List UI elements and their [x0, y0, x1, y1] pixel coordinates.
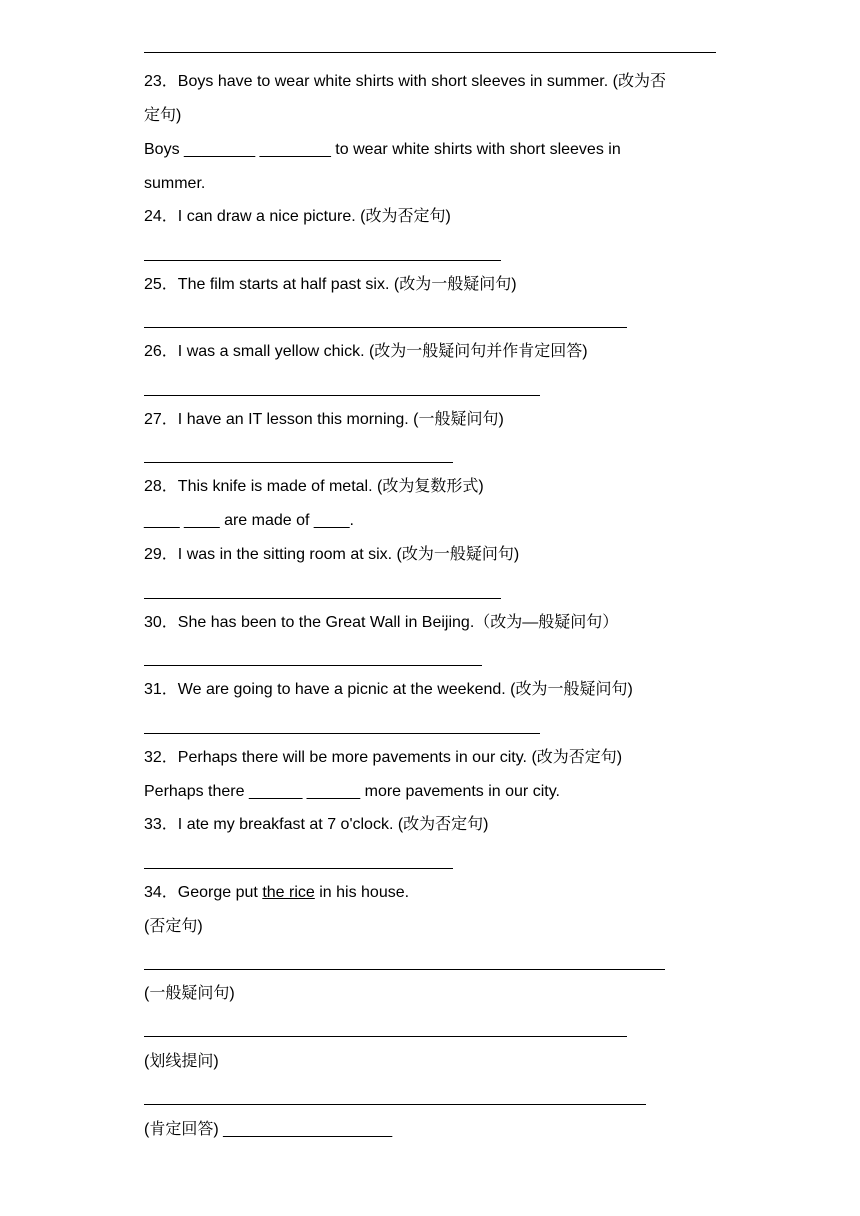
answer-line — [144, 598, 501, 599]
answer-line — [144, 1036, 627, 1037]
question-33-text: 33．I ate my breakfast at 7 o'clock. (改为否定句) — [144, 816, 489, 833]
answer-line — [144, 665, 482, 666]
answer-line — [144, 733, 540, 734]
answer-line — [144, 327, 627, 328]
question-23-text: 23．Boys have to wear white shirts with short sleeves in summer. (改为否 — [144, 73, 666, 90]
question-34-text — [144, 883, 409, 903]
question-25-text: 25．The film starts at half past six. (改为一般疑问句) — [144, 276, 517, 293]
positive-answer-blank: ___________________ — [218, 1121, 393, 1138]
question-29-text: 29．I was in the sitting room at six. (改为一般疑问句) — [144, 546, 520, 563]
question-23-fill-in-cont: summer. — [144, 175, 206, 192]
answer-line — [144, 969, 665, 970]
question-34-prefix: 34．George put — [144, 884, 263, 901]
question-32-fill-in: Perhaps there ______ ______ more pavements in our city. — [144, 783, 560, 800]
answer-line — [144, 395, 540, 396]
question-28-text: 28．This knife is made of metal. (改为复数形式) — [144, 478, 484, 495]
question-32-text: 32．Perhaps there will be more pavements in our city. (改为否定句) — [144, 749, 623, 766]
question-30-text: 30．She has been to the Great Wall in Beijing.（改为—般疑问句） — [144, 614, 619, 631]
question-27-text: 27．I have an IT lesson this morning. (一般疑问句) — [144, 411, 504, 428]
positive-answer-line — [144, 1120, 392, 1140]
question-23-fill-in: Boys ________ ________ to wear white shirts with short sleeves in — [144, 141, 621, 158]
negative-sentence-label: (否定句) — [144, 918, 203, 935]
question-34-suffix: in his house. — [314, 884, 410, 901]
underlined-question-label: (划线提问) — [144, 1053, 219, 1070]
general-question-label: (一般疑问句) — [144, 985, 235, 1002]
question-31-text: 31．We are going to have a picnic at the weekend. (改为一般疑问句) — [144, 681, 633, 698]
answer-line — [144, 868, 453, 869]
answer-line — [144, 1104, 646, 1105]
question-24-text: 24．I can draw a nice picture. (改为否定句) — [144, 208, 451, 225]
question-26-text: 26．I was a small yellow chick. (改为一般疑问句并作肯定回答) — [144, 343, 588, 360]
answer-line — [144, 52, 716, 53]
question-28-fill-in: ____ ____ are made of ____. — [144, 512, 354, 529]
answer-line — [144, 260, 501, 261]
answer-line — [144, 462, 453, 463]
positive-answer-label: (肯定回答) — [144, 1121, 219, 1138]
question-23-text-cont: 定句) — [144, 107, 182, 124]
underlined-phrase: the rice — [262, 884, 315, 901]
